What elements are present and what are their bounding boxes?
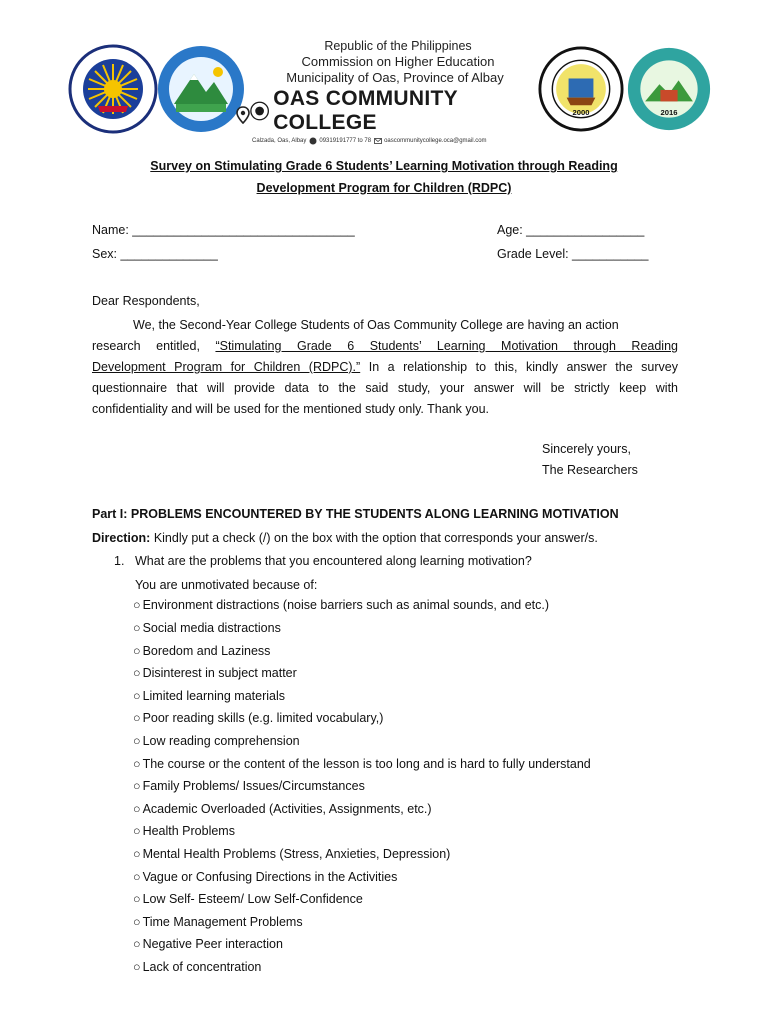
age-field[interactable]: Age: _________________ <box>497 223 645 237</box>
question-1: What are the problems that you encountered along learning motivation? <box>135 554 532 568</box>
option-item[interactable]: ○ Negative Peer interaction <box>133 937 283 951</box>
part-1-heading: Part I: PROBLEMS ENCOUNTERED BY THE STUDENTS ALONG LEARNING MOTIVATION <box>92 507 619 521</box>
letter-line-3: Development Program for Children (RDPC).” In a relationship to this, kindly answer the survey <box>92 360 679 374</box>
direction: Direction: Kindly put a check (/) on the box with the option that corresponds your answer/s. <box>92 531 598 545</box>
header-municipality: Municipality of Oas, Province of Albay <box>286 70 504 85</box>
checkbox-circle-icon[interactable]: ○ <box>133 757 141 771</box>
option-item[interactable]: ○ Limited learning materials <box>133 689 285 703</box>
option-item[interactable]: ○ Academic Overloaded (Activities, Assignments, etc.) <box>133 802 432 816</box>
checkbox-circle-icon[interactable]: ○ <box>133 824 141 838</box>
phone-contact: 09319191777 to 78 <box>309 137 371 145</box>
option-item[interactable]: ○ Health Problems <box>133 824 235 838</box>
occ-shs-seal-icon <box>626 46 712 132</box>
ched-seal-icon <box>68 44 158 134</box>
letterhead <box>0 38 768 144</box>
letter-line-4: questionnaire that will provide data to the said study, your answer will be strictly keep with <box>92 381 678 395</box>
svg-text:2000: 2000 <box>572 107 590 117</box>
phone-icon <box>309 137 317 145</box>
checkbox-circle-icon[interactable]: ○ <box>133 734 141 748</box>
salutation: Dear Respondents, <box>92 294 200 308</box>
checkbox-circle-icon[interactable]: ○ <box>133 892 141 906</box>
letter-line-5: confidentiality and will be used for the mentioned study only. Thank you. <box>92 402 489 416</box>
checkbox-circle-icon[interactable]: ○ <box>133 937 141 951</box>
letter-line-1: We, the Second-Year College Students of Oas Community College are having an action <box>133 318 619 332</box>
checkbox-circle-icon[interactable]: ○ <box>133 644 141 658</box>
survey-title-line-2: Development Program for Children (RDPC) <box>256 181 512 195</box>
option-item[interactable]: ○ Low Self- Esteem/ Low Self-Confidence <box>133 892 363 906</box>
college-mini-logo-icon <box>250 100 269 122</box>
checkbox-circle-icon[interactable]: ○ <box>133 598 141 612</box>
option-item[interactable]: ○ Lack of concentration <box>133 960 262 974</box>
option-item[interactable]: ○ Low reading comprehension <box>133 734 300 748</box>
address-contact: Calzada, Oas, Albay <box>252 138 307 144</box>
checkbox-circle-icon[interactable]: ○ <box>133 711 141 725</box>
checkbox-circle-icon[interactable]: ○ <box>133 802 141 816</box>
signature: The Researchers <box>542 463 638 477</box>
letter-line-2: research entitled, “Stimulating Grade 6 Students’ Learning Motivation through Reading <box>92 339 678 353</box>
header-commission: Commission on Higher Education <box>301 54 495 69</box>
email-contact: oascommunitycollege.oca@gmail.com <box>374 137 486 145</box>
option-item[interactable]: ○ Vague or Confusing Directions in the Activities <box>133 870 398 884</box>
header-republic: Republic of the Philippines <box>324 39 472 53</box>
survey-title-line-1: Survey on Stimulating Grade 6 Students’ Learning Motivation through Reading <box>150 159 618 173</box>
checkbox-circle-icon[interactable]: ○ <box>133 960 141 974</box>
checkbox-circle-icon[interactable]: ○ <box>133 621 141 635</box>
option-item[interactable]: ○ Environment distractions (noise barriers such as animal sounds, and etc.) <box>133 598 550 612</box>
svg-text:2016: 2016 <box>660 107 678 117</box>
option-item[interactable]: ○ Family Problems/ Issues/Circumstances <box>133 779 365 793</box>
checkbox-circle-icon[interactable]: ○ <box>133 870 141 884</box>
option-item[interactable]: ○ Poor reading skills (e.g. limited vocabulary,) <box>133 711 384 725</box>
name-field[interactable]: Name: ________________________________ <box>92 223 355 237</box>
question-lead: You are unmotivated because of: <box>135 578 318 592</box>
checkbox-circle-icon[interactable]: ○ <box>133 689 141 703</box>
sex-field[interactable]: Sex: ______________ <box>92 247 218 261</box>
option-item[interactable]: ○ Mental Health Problems (Stress, Anxieties, Depression) <box>133 847 451 861</box>
option-item[interactable]: ○ The course or the content of the lesson is too long and is hard to fully understand <box>133 757 591 771</box>
option-item[interactable]: ○ Social media distractions <box>133 621 281 635</box>
option-item[interactable]: ○ Disinterest in subject matter <box>133 666 297 680</box>
occ-college-seal-icon <box>538 46 624 132</box>
closing: Sincerely yours, <box>542 442 631 456</box>
question-number: 1. <box>114 554 125 568</box>
checkbox-circle-icon[interactable]: ○ <box>133 847 141 861</box>
location-pin-icon <box>236 106 250 124</box>
option-item[interactable]: ○ Time Management Problems <box>133 915 303 929</box>
college-name: OAS COMMUNITY COLLEGE <box>273 87 458 134</box>
oas-municipal-seal-icon <box>156 44 246 134</box>
grade-level-field[interactable]: Grade Level: ___________ <box>497 247 649 261</box>
option-item[interactable]: ○ Boredom and Laziness <box>133 644 271 658</box>
checkbox-circle-icon[interactable]: ○ <box>133 779 141 793</box>
email-icon <box>374 137 382 145</box>
checkbox-circle-icon[interactable]: ○ <box>133 666 141 680</box>
checkbox-circle-icon[interactable]: ○ <box>133 915 141 929</box>
